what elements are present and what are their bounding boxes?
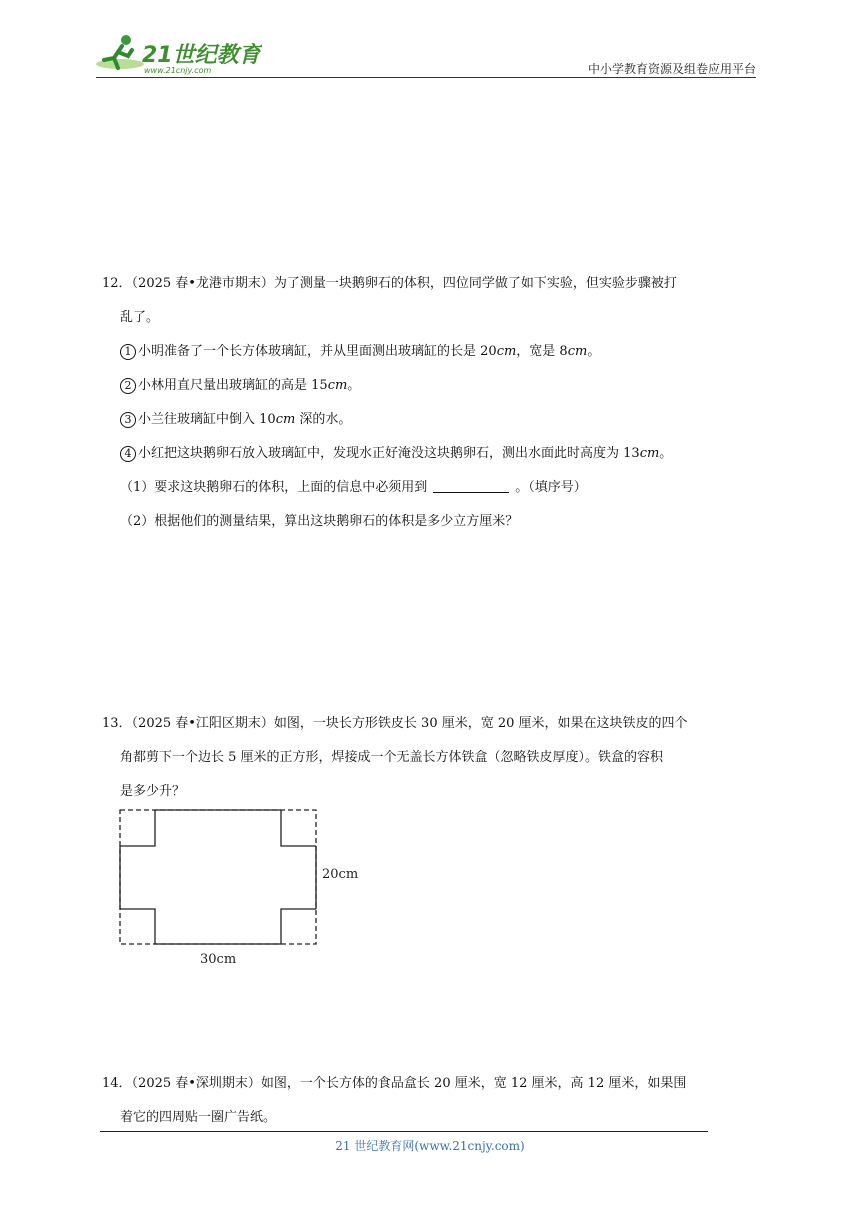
platform-title: 中小学教育资源及组卷应用平台: [587, 62, 756, 76]
header-divider: [96, 77, 756, 78]
box-outline: [120, 810, 316, 944]
footer-link[interactable]: 21 世纪教育网(www.21cnjy.com): [335, 1139, 525, 1153]
height-label: 20cm: [322, 867, 359, 882]
corner-cut-lines: [120, 810, 316, 944]
q12-sub2: （2）根据他们的测量结果，算出这块鹅卵石的体积是多少立方厘米？: [120, 514, 519, 529]
q14-line2: 着它的四周贴一圈广告纸。: [120, 1110, 277, 1125]
sheet-outline: [120, 810, 316, 944]
q12-item-4: 4 小红把这块鹅卵石放入玻璃缸中，发现水正好淹没这块鹅卵石，测出水面此时高度为 13cm。: [120, 444, 672, 464]
footer-divider: [100, 1131, 708, 1132]
q12-item-3: 3 小兰往玻璃缸中倒入 10cm 深的水。: [120, 410, 351, 430]
runner-logo-icon: [92, 30, 262, 78]
sheet-figure: [114, 806, 364, 970]
circled-number: 3: [120, 412, 136, 428]
circled-number: 4: [120, 446, 136, 462]
q13-line1: 13．（2025 春•江阳区期末）如图，一块长方形铁皮长 30 厘米，宽 20 厘米，如果在这块铁皮的四个: [102, 716, 688, 731]
q13-line2: 角都剪下一个边长 5 厘米的正方形，焊接成一个无盖长方体铁盒（忽略铁皮厚度）。铁盒的容积: [120, 750, 664, 765]
circled-number: 1: [120, 344, 136, 360]
q12-item-1: 1 小明准备了一个长方体玻璃缸，并从里面测出玻璃缸的长是 20cm，宽是 8cm。: [120, 342, 600, 362]
svg-text:21世纪教育: 21世纪教育: [142, 43, 261, 68]
q13-line3: 是多少升？: [120, 784, 186, 799]
q12-line2: 乱了。: [120, 310, 160, 325]
width-label: 30cm: [200, 952, 237, 967]
q12-sub1: （1）要求这块鹅卵石的体积，上面的信息中必须用到 。（填序号）: [120, 480, 587, 495]
q14-line1: 14．（2025 春•深圳期末）如图，一个长方体的食品盒长 20 厘米，宽 12 厘米，高 12 厘米，如果围: [102, 1076, 687, 1091]
circled-number: 2: [120, 378, 136, 394]
answer-blank[interactable]: [433, 478, 509, 493]
q12-line1: 12．（2025 春•龙港市期末）为了测量一块鹅卵石的体积，四位同学做了如下实验，但实验步骤被打: [102, 276, 677, 291]
site-logo: [92, 30, 262, 78]
q12-item-2: 2 小林用直尺量出玻璃缸的高是 15cm。: [120, 376, 360, 396]
svg-text:www.21cnjy.com: www.21cnjy.com: [144, 66, 212, 75]
